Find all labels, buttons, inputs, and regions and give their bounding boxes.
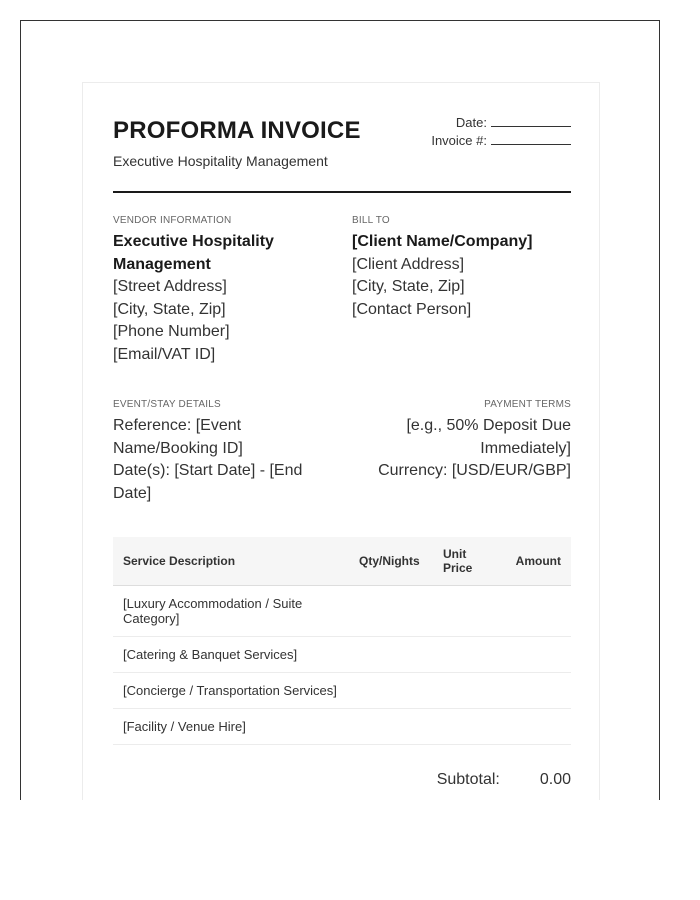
- header-unit-price: [435, 537, 495, 585]
- client-contact: [Contact Person]: [352, 300, 472, 318]
- vendor-name-line2: Management: [113, 255, 211, 273]
- row-amount: [495, 636, 571, 672]
- vendor-city: [City, State, Zip]: [113, 300, 226, 318]
- row-qty: [351, 636, 435, 672]
- vendor-email: [Email/VAT ID]: [113, 345, 216, 363]
- table-row: [113, 585, 571, 636]
- invoice-number-blank-line: [491, 132, 571, 145]
- event-reference-line2: Name/Booking ID]: [113, 439, 243, 457]
- vendor-street: [Street Address]: [113, 278, 227, 295]
- invoice-number-label: Invoice #:: [431, 133, 487, 148]
- table-row: [113, 672, 571, 708]
- event-details: [113, 399, 333, 505]
- table-row: [113, 708, 571, 744]
- vendor-info: [113, 215, 313, 366]
- header-unit-price-line1: Unit: [443, 546, 467, 561]
- event-dates-line2: Date]: [113, 484, 152, 502]
- subtotal: [437, 771, 571, 789]
- row-qty: [351, 585, 435, 636]
- row-description: [Facility / Venue Hire]: [113, 708, 351, 744]
- invoice-meta: [431, 114, 571, 150]
- row-unit-price: [435, 585, 495, 636]
- bill-to: [352, 215, 571, 321]
- row-description: [Catering & Banquet Services]: [113, 636, 351, 672]
- payment-terms-line2: Immediately]: [480, 439, 571, 457]
- invoice-title: PROFORMA INVOICE: [113, 117, 361, 144]
- event-dates-line1: Date(s): [Start Date] - [End: [113, 462, 303, 479]
- bill-to-heading: BILL TO: [352, 215, 390, 226]
- company-name: Executive Hospitality Management: [113, 153, 328, 169]
- table-row: [113, 636, 571, 672]
- client-name: [Client Name/Company]: [352, 233, 533, 250]
- vendor-heading: VENDOR INFORMATION: [113, 215, 232, 226]
- payment-currency: Currency: [USD/EUR/GBP]: [378, 462, 571, 479]
- subtotal-label: Subtotal:: [436, 771, 500, 788]
- header-qty-nights: Qty/Nights: [351, 537, 435, 585]
- row-description: [113, 585, 351, 636]
- header-amount: Amount: [495, 537, 571, 585]
- event-reference-line1: Reference: [Event: [113, 417, 242, 434]
- row-description-line2: Category]: [123, 610, 180, 626]
- row-description-line1: [Luxury Accommodation / Suite: [123, 595, 303, 611]
- row-unit-price: [435, 708, 495, 744]
- invoice-number-row: [431, 132, 571, 150]
- client-city: [City, State, Zip]: [352, 278, 465, 295]
- row-amount: [495, 672, 571, 708]
- page-frame: [20, 20, 660, 800]
- header-divider: [113, 191, 571, 193]
- header-service-description: Service Description: [113, 537, 351, 585]
- row-qty: [351, 708, 435, 744]
- payment-heading: PAYMENT TERMS: [484, 399, 571, 410]
- vendor-phone: [Phone Number]: [113, 323, 230, 340]
- event-heading: EVENT/STAY DETAILS: [113, 399, 221, 410]
- services-table: [113, 537, 571, 745]
- header-unit-price-line2: Price: [443, 560, 473, 575]
- vendor-name-line1: Executive Hospitality: [113, 233, 274, 250]
- invoice-sheet: [82, 82, 600, 800]
- subtotal-value: 0.00: [539, 771, 571, 788]
- table-header-row: [113, 537, 571, 585]
- row-unit-price: [435, 672, 495, 708]
- date-label: Date:: [455, 115, 487, 130]
- row-unit-price: [435, 636, 495, 672]
- client-address: [Client Address]: [352, 255, 465, 273]
- payment-terms-line1: [e.g., 50% Deposit Due: [406, 417, 571, 434]
- date-row: [431, 114, 571, 132]
- row-description: [Concierge / Transportation Services]: [113, 672, 351, 708]
- payment-terms: [351, 399, 571, 483]
- row-amount: [495, 708, 571, 744]
- row-qty: [351, 672, 435, 708]
- date-blank-line: [491, 114, 571, 127]
- row-amount: [495, 585, 571, 636]
